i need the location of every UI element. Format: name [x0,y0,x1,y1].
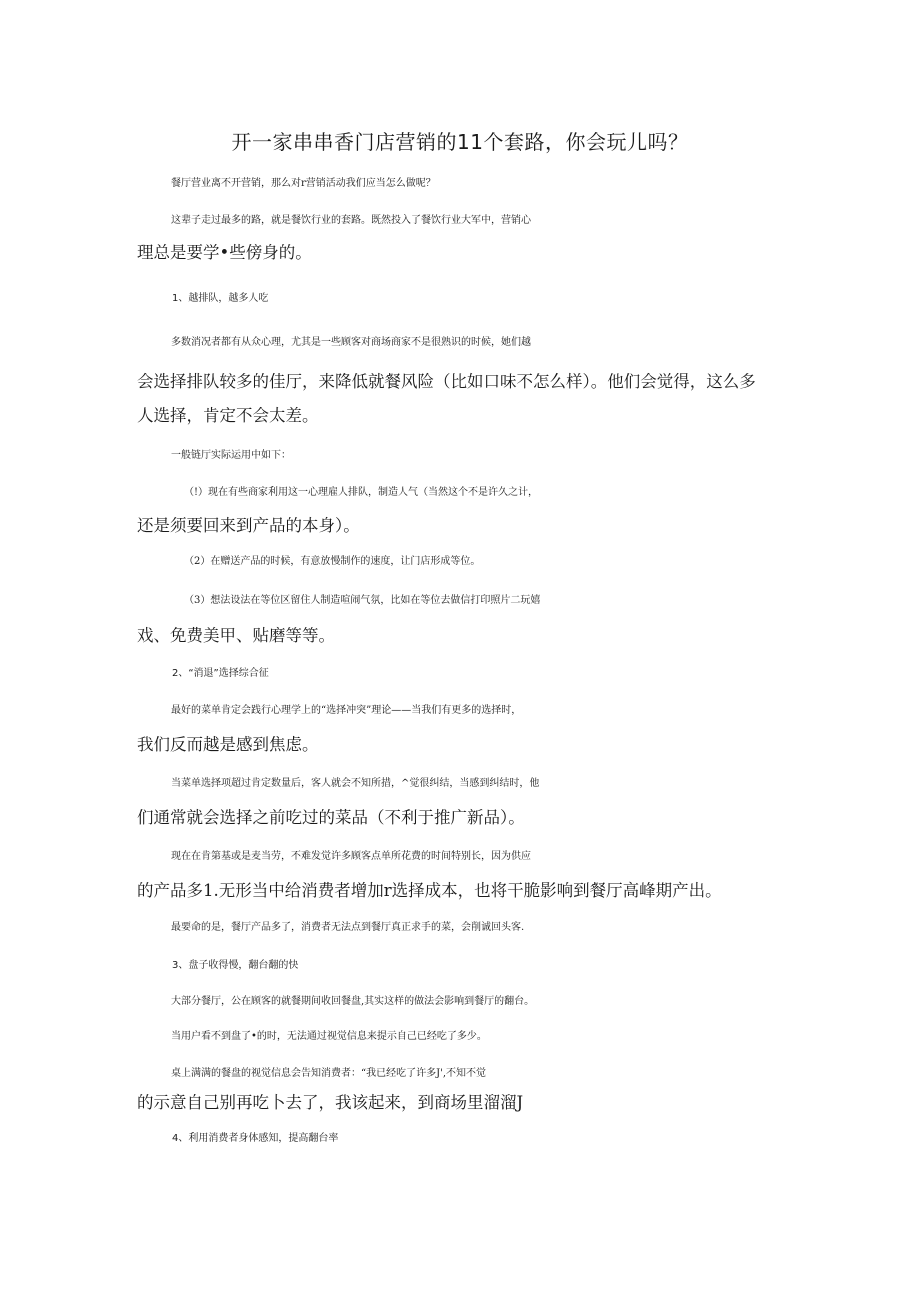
list-item: （3）想法设法在等位区留住人制造喧闹气氛，比如在等位去做信打印照片二玩嬉 [184,595,541,606]
paragraph-line: 这辈子走过最多的路，就是餐饮行业的套路。既然投入了餐饮行业大军中，营销心 [171,215,531,226]
paragraph-line: 的示意自己别再吃卜去了，我该起来，到商场里溜溜J [137,1093,524,1112]
section-heading-3: 3、盘子收得慢，翻台翻的快 [172,960,299,971]
paragraph-line: 一般链厅实际运用中如下： [171,450,291,461]
paragraph-line: 还是须要回来到产品的本身）。 [137,516,360,535]
paragraph-line: 最要命的是，餐厅产品多了，消费者无法点到餐厅真正求手的菜，会削诚回头客. [171,922,525,933]
paragraph-line: 戏、免费美甲、贴磨等等。 [137,626,335,645]
paragraph-line: 餐厅营业离不开营销，那么对r营销活动我们应当怎么做呢？ [171,178,436,189]
paragraph-line: 大部分餐厅，公在顾客的就餐期间收回餐盘,其实这样的做法会影响到餐厅的翻台。 [171,996,535,1007]
paragraph-line: 当菜单选择项超过肯定数量后，客人就会不知所措，^觉很纠结，当感到纠结时，他 [171,778,540,789]
list-item: （2）在赠送产品的时候，有意放慢制作的速度，让门店形成等位。 [184,556,481,567]
paragraph-line: 当用户看不到盘了•的时，无法通过视觉信息来提示自己已经吃了多少。 [171,1031,487,1042]
paragraph-line: 理总是要学•些傍身的。 [137,243,312,262]
section-heading-4: 4、利用消费者身体感知，提高翻台率 [172,1133,339,1144]
paragraph-line: 现在在肯第基或是麦当劳，不难发觉许多顾客点单所花费的时间特别长，因为供应 [171,851,531,862]
section-heading-1: 1、越排队，越多人吃 [172,293,269,304]
paragraph-line: 我们反而越是感到焦虑。 [137,735,319,754]
paragraph-line: 的产品多1.无形当中给消费者增加r选择成本，也将干脆影响到餐厅高峰期产出。 [137,881,722,900]
list-item: （!）现在有些商家利用这一心理雇人排队，制造人气（当然这个不是许久之计， [184,487,539,498]
section-heading-2: 2、“消退”选择综合征 [172,668,269,679]
paragraph-line: 最好的菜单肯定会践行心理学上的“选择冲突”理论——当我们有更多的选择时， [171,705,522,716]
paragraph-line: 人选择，肯定不会太差。 [137,406,319,425]
article-title: 开一家串串香门店营销的11个套路，你会玩儿吗？ [231,130,689,154]
paragraph-line: 桌上满满的餐盘的视觉信息会告知消费者：“我已经吃了许多J',不知不觉 [171,1068,487,1079]
paragraph-line: 们通常就会选择之前吃过的菜品（不利于推广新品）。 [137,808,525,827]
paragraph-line: 多数消况者都有从众心理，尤其是一些顾客对商场商家不是很熟识的时候，她们越 [171,337,531,348]
paragraph-line: 会选择排队较多的佳厅，来降低就餐风险（比如口味不怎么样）。他们会觉得，这么多 [137,372,756,391]
